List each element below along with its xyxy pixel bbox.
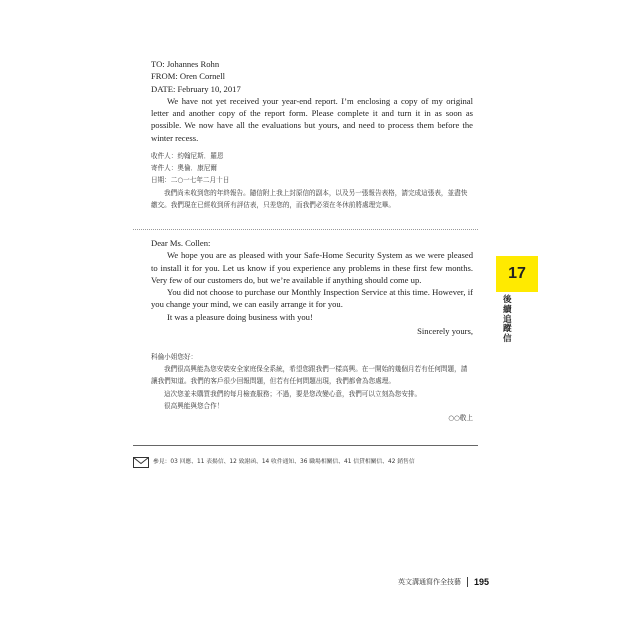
chapter-number: 17 bbox=[508, 265, 526, 282]
letter-closing: Sincerely yours, bbox=[417, 326, 473, 337]
letter-salutation: Dear Ms. Collen: bbox=[151, 238, 211, 248]
letter-para-3: It was a pleasure doing business with you! bbox=[167, 311, 313, 322]
memo-date: DATE: February 10, 2017 bbox=[151, 83, 241, 94]
memo-body: We have not yet received your year-end report. I’m enclosing a copy of my original letter and another copy of the report form. Please complete it and turn it in as soon as possible. We now have all the evaluations but yours, and need to process them before the winter recess. bbox=[151, 95, 473, 143]
chapter-title-vertical: 後續追蹤信 bbox=[503, 295, 512, 345]
memo-cn-to: 收件人：約翰尼斯．羅恩 bbox=[151, 152, 224, 160]
section-divider-solid bbox=[133, 445, 478, 446]
memo-cn-from: 寄件人：奧倫．康尼爾 bbox=[151, 164, 217, 173]
book-title: 英文溝通寫作全技藝 bbox=[398, 578, 461, 586]
cross-references bbox=[133, 453, 478, 467]
memo-cn-body: 我們尚未收到您的年終報告。隨信附上我上封原信的副本，以及另一張報告表格，請完成這張表，並盡快繳交。我們現在已經收到所有評估表，只差您的，而我們必須在冬休前將處理完畢。 bbox=[151, 188, 468, 209]
letter-chinese bbox=[151, 351, 473, 424]
footer-separator bbox=[467, 577, 468, 587]
memo-to: TO: Johannes Rohn bbox=[151, 59, 220, 69]
chapter-tab bbox=[496, 256, 538, 292]
letter-cn-para-3: 很高興能與您合作！ bbox=[164, 401, 224, 410]
letter-cn-salutation: 科倫小姐您好： bbox=[151, 353, 198, 361]
cross-references-text: 參見：03 回應、11 表揚信、12 致謝函、14 收件通知、36 職場相關信、41 信貸相關信、42 銷售信 bbox=[153, 458, 415, 465]
letter-cn-para-1: 我們很高興能為您安裝安全家庭保全系統，希望您跟我們一樣高興。在一開始的幾個月若有任何問題，請讓我們知道。我們的客戶很少回報問題，但若有任何問題出現，我們都會為您處理。 bbox=[151, 365, 468, 386]
letter-english bbox=[151, 237, 473, 337]
section-divider-dotted bbox=[133, 229, 478, 230]
memo-from: FROM: Oren Cornell bbox=[151, 71, 225, 82]
letter-para-2: You did not choose to purchase our Monthly Inspection Service at this time. However, if you change your mind, we can easily arrange it for you. bbox=[151, 287, 473, 310]
memo-chinese bbox=[151, 150, 473, 211]
page-footer bbox=[398, 577, 489, 587]
memo-english bbox=[151, 58, 473, 144]
memo-cn-date: 日期：二○一七年二月十日 bbox=[151, 176, 230, 185]
page-number: 195 bbox=[474, 577, 490, 587]
mail-icon bbox=[133, 455, 149, 466]
letter-para-1: We hope you are as pleased with your Safe-Home Security System as we were pleased to install it for you. Let us know if you experience any problems in these first few months. Very few of our customers do, but we’re available if anything should come up. bbox=[151, 250, 473, 285]
letter-cn-sign: ○○敬上 bbox=[448, 414, 473, 423]
letter-cn-para-2: 這次您並未購買我們的每月檢查服務；不過，要是您改變心意，我們可以立刻為您安排。 bbox=[164, 389, 422, 398]
